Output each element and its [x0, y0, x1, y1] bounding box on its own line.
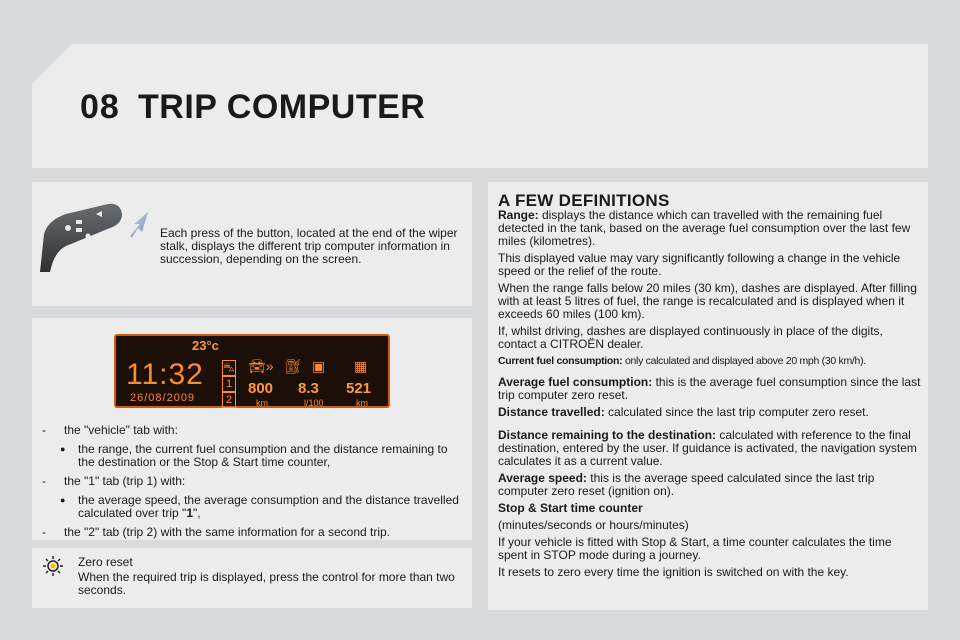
- consumption-unit: l/100: [304, 398, 324, 408]
- definitions-title: A FEW DEFINITIONS: [498, 191, 670, 210]
- fuel-pump-icon: ⛽︎: [284, 358, 302, 374]
- display-tab-1: 1: [222, 376, 236, 392]
- list-item: - the "1" tab (trip 1) with:: [42, 475, 462, 488]
- stop-start-description: If your vehicle is fitted with Stop & Start, a time counter calculates the time spent in STOP mode during a journey.: [498, 535, 892, 562]
- stalk-panel: [32, 182, 472, 306]
- zero-reset-instructions: When the required trip is displayed, press the control for more than two seconds.: [78, 570, 455, 597]
- remaining-distance-value: 521: [346, 380, 372, 397]
- range-note-2: When the range falls below 20 miles (30 km), dashes are displayed. After filling with at least 5 litres of fuel, the range is recalculated and is displayed when it exceeds 60 miles (100 km).: [498, 281, 917, 321]
- display-tab-2: 2: [222, 392, 236, 408]
- distance-travelled-definition: Distance travelled: calculated since the last trip computer zero reset.: [498, 405, 869, 419]
- distance-remaining-definition: Distance remaining to the destination: calculated with reference to the final destination, entered by the user. If guidance is activated, the navigation system calculates it as a current value.: [498, 428, 917, 468]
- display-date: 26/08/2009: [130, 392, 196, 404]
- destination-flag-icon: ▦: [354, 358, 368, 374]
- display-time: 11:32: [126, 358, 204, 391]
- advice-lightbulb-icon: [40, 554, 66, 580]
- remaining-distance-unit: km: [356, 398, 368, 408]
- range-note-1: This displayed value may vary significantly following a change in the vehicle speed or the relief of the route.: [498, 251, 901, 278]
- average-speed-definition: Average speed: this is the average speed calculated since the last trip computer zero reset (ignition on).: [498, 471, 875, 498]
- display-vehicle-tab-icon: ⛍: [223, 362, 235, 374]
- tab-list: [42, 424, 462, 545]
- list-subitem: ● the average speed, the average consumption and the distance travelled calculated over trip "1",: [42, 494, 462, 520]
- range-car-icon: 🚘︎»: [248, 358, 274, 374]
- list-item: - the "2" tab (trip 2) with the same information for a second trip.: [42, 526, 462, 539]
- trip-computer-display: [114, 334, 390, 408]
- chapter-title: TRIP COMPUTER: [138, 88, 426, 126]
- screen-panel: [32, 318, 472, 540]
- zero-reset-title: Zero reset: [78, 555, 133, 569]
- list-subitem: ● the range, the current fuel consumption and the distance remaining to the destination or the Stop & Start time counter,: [42, 443, 462, 469]
- current-consumption-definition: Current fuel consumption: only calculated and displayed above 20 mph (30 km/h).: [498, 355, 866, 367]
- average-consumption-definition: Average fuel consumption: this is the average fuel consumption since the last trip computer zero reset.: [498, 375, 921, 402]
- definitions-panel: [488, 182, 928, 610]
- stalk-description: Each press of the button, located at the end of the wiper stalk, displays the different trip computer information in succession, depending on the screen.: [160, 226, 458, 266]
- chapter-number: 08: [80, 88, 120, 126]
- range-value: 800: [248, 380, 274, 397]
- consumption-value: 8.3: [298, 380, 319, 397]
- stop-start-units: (minutes/seconds or hours/minutes): [498, 518, 689, 532]
- fuel-can-icon: ▣: [312, 358, 326, 374]
- stop-start-title: Stop & Start time counter: [498, 501, 643, 515]
- list-item: - the "vehicle" tab with:: [42, 424, 462, 437]
- wiper-stalk-illustration: [36, 194, 156, 274]
- range-note-3: If, whilst driving, dashes are displayed continuously in place of the digits, contact a CITROËN dealer.: [498, 324, 883, 351]
- range-unit: km: [256, 398, 268, 408]
- zero-reset-panel: [32, 548, 472, 608]
- zero-reset-text: [78, 556, 468, 599]
- range-definition: Range: displays the distance which can travelled with the remaining fuel detected in the tank, based on the average fuel consumption over the last few miles (kilometres).: [498, 208, 911, 248]
- display-temperature: 23°c: [192, 338, 219, 353]
- stop-start-reset: It resets to zero every time the ignition is switched on with the key.: [498, 565, 849, 579]
